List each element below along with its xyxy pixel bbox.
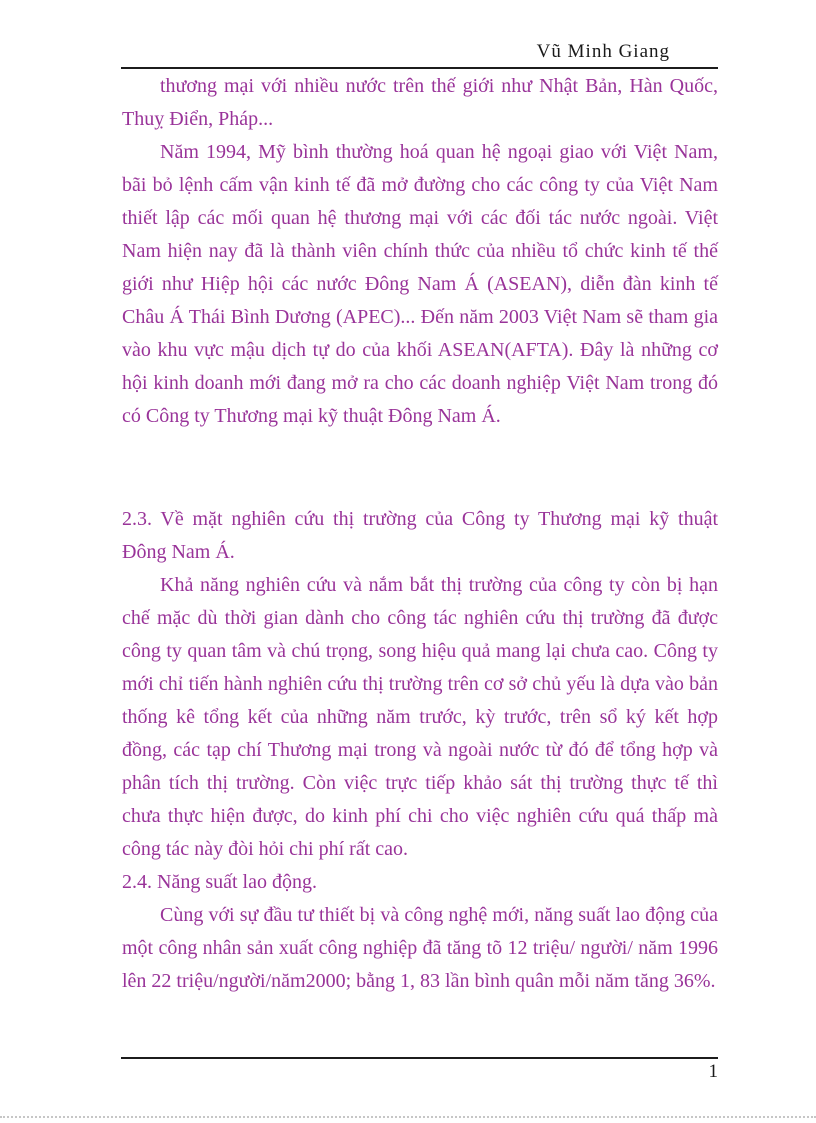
footer-rule-line <box>121 1057 718 1059</box>
paragraph-continued: thương mại với nhiều nước trên thế giới như Nhật Bản, Hàn Quốc, Thuỵ Điển, Pháp... <box>122 75 718 130</box>
paragraph-market-research: Khả năng nghiên cứu và nắm bắt thị trường của công ty còn bị hạn chế mặc dù thời gian dành cho công tác nghiên cứu thị trường đã được công ty quan tâm và chú trọng, song hiệu quả mang lại chưa cao. Công ty mới chỉ tiến hành nghiên cứu thị trường trên cơ sở chủ yếu là dựa vào bản thống kê tổng kết của những năm trước, kỳ trước, trên sổ ký kết hợp đồng, các tạp chí Thương mại trong và ngoài nước từ đó để tổng hợp và phân tích thị trường. Còn việc trực tiếp khảo sát thị trường thực tế thì chưa thực hiện được, do kinh phí chi cho việc nghiên cứu quá thấp mà công tác này đòi hỏi chi phí rất cao. <box>122 574 718 860</box>
page-number: 1 <box>708 1061 718 1082</box>
document-body <box>122 70 718 998</box>
paragraph-1994: Năm 1994, Mỹ bình thường hoá quan hệ ngoại giao với Việt Nam, bãi bỏ lệnh cấm vận kinh tế đã mở đường cho các công ty của Việt Nam thiết lập các mối quan hệ thương mại với các đối tác nước ngoài. Việt Nam hiện nay đã là thành viên chính thức của nhiều tổ chức kinh tế thế giới như Hiệp hội các nước Đông Nam Á (ASEAN), diễn đàn kinh tế Châu Á Thái Bình Dương (APEC)... Đến năm 2003 Việt Nam sẽ tham gia vào khu vực mậu dịch tự do của khối ASEAN(AFTA). Đây là những cơ hội kinh doanh mới đang mở ra cho các doanh nghiệp Việt Nam trong đó có Công ty Thương mại kỹ thuật Đông Nam Á. <box>122 141 718 427</box>
header-author-name: Vũ Minh Giang <box>536 41 670 62</box>
section-heading-2-3: 2.3. Về mặt nghiên cứu thị trường của Công ty Thương mại kỹ thuật Đông Nam Á. <box>122 508 718 563</box>
section-heading-2-4: 2.4. Năng suất lao động. <box>122 871 317 893</box>
header-rule-line <box>121 67 718 69</box>
page-bottom-boundary <box>0 1116 816 1118</box>
paragraph-productivity: Cùng với sự đầu tư thiết bị và công nghệ mới, năng suất lao động của một công nhân sản xuất công nghiệp đã tăng tõ 12 triệu/ người/ năm 1996 lên 22 triệu/người/năm2000; bằng 1, 83 lần bình quân mỗi năm tăng 36%. <box>122 904 718 992</box>
